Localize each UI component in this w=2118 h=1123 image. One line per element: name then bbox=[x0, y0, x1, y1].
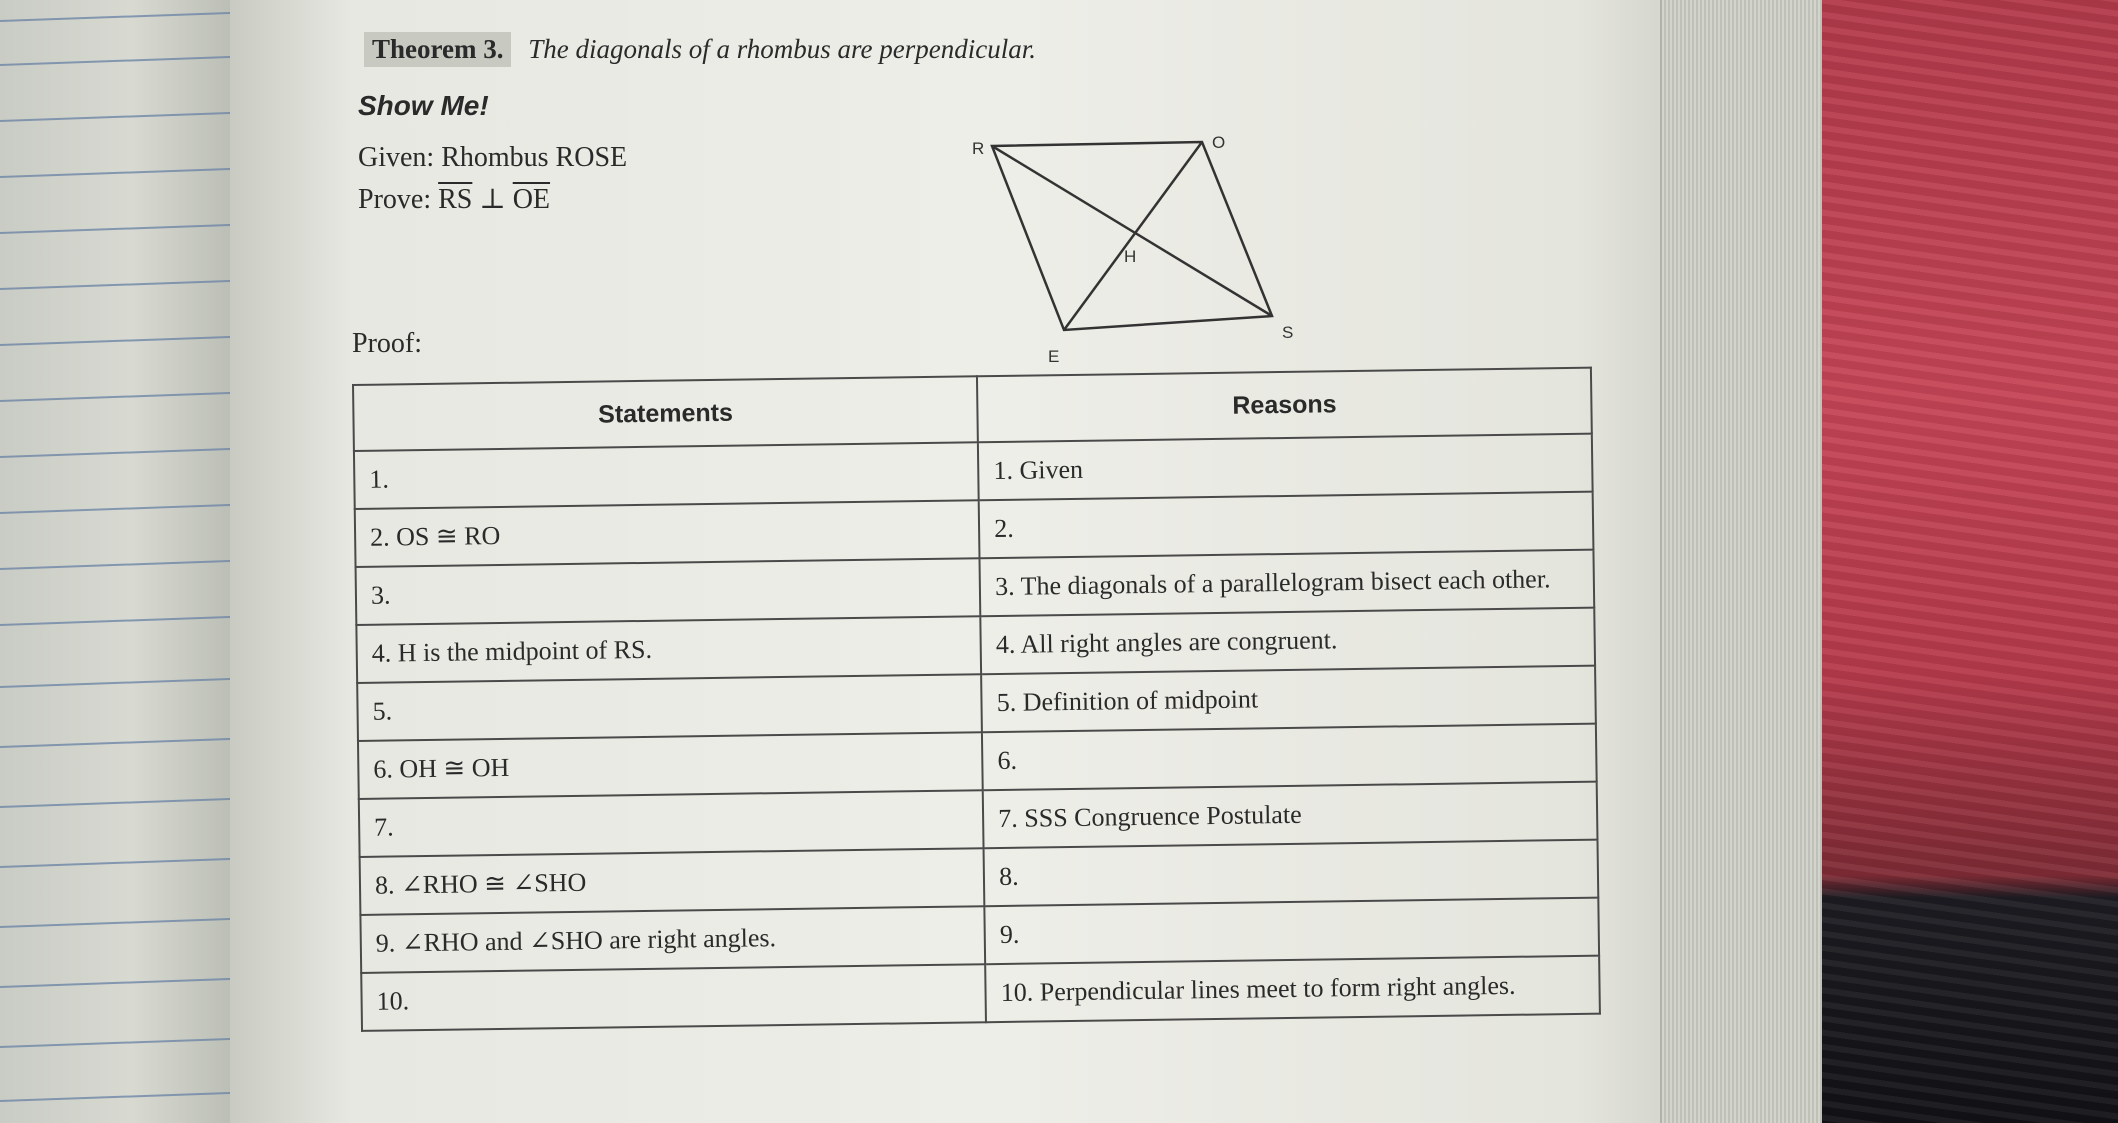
proof-table bbox=[352, 367, 1601, 1032]
vertex-label-r: R bbox=[972, 139, 985, 158]
statements-header: Statements bbox=[353, 376, 978, 451]
diagonal-rs bbox=[992, 146, 1272, 316]
reasons-header: Reasons bbox=[977, 368, 1592, 443]
show-me-heading: Show Me! bbox=[358, 90, 489, 121]
reason-cell: 9. bbox=[985, 898, 1600, 965]
page-content bbox=[352, 28, 1652, 1123]
reason-cell: 7. SSS Congruence Postulate bbox=[983, 782, 1598, 849]
statement-cell: 2. OS ≅ RO bbox=[355, 500, 980, 567]
vertex-label-s: S bbox=[1282, 323, 1294, 342]
page-edges bbox=[1660, 0, 1822, 1123]
diagonal-oe bbox=[1064, 142, 1202, 330]
reason-cell: 3. The diagonals of a parallelogram bisect each other. bbox=[980, 550, 1595, 617]
rhombus-diagram bbox=[912, 98, 1332, 378]
vertex-label-o: O bbox=[1212, 133, 1226, 152]
vertex-label-e: E bbox=[1048, 347, 1060, 366]
statement-cell: 5. bbox=[357, 674, 982, 741]
given-statement: Given: Rhombus ROSE bbox=[358, 142, 628, 173]
theorem-heading bbox=[364, 32, 1036, 67]
reason-cell: 10. Perpendicular lines meet to form right angles. bbox=[985, 956, 1600, 1023]
prove-statement bbox=[358, 182, 550, 216]
reason-cell: 4. All right angles are congruent. bbox=[980, 608, 1595, 675]
theorem-text: The diagonals of a rhombus are perpendicular. bbox=[528, 34, 1036, 64]
perpendicular-symbol: ⊥ bbox=[479, 184, 513, 215]
statement-cell: 4. H is the midpoint of RS. bbox=[356, 616, 981, 683]
statement-cell: 1. bbox=[354, 442, 979, 509]
reason-cell: 1. Given bbox=[978, 434, 1593, 501]
proof-label: Proof: bbox=[352, 328, 422, 359]
notebook-background bbox=[0, 0, 240, 1123]
statement-cell: 10. bbox=[361, 964, 986, 1031]
reason-cell: 8. bbox=[984, 840, 1599, 907]
statement-cell: 3. bbox=[356, 558, 981, 625]
statement-cell: 8. ∠RHO ≅ ∠SHO bbox=[360, 848, 985, 915]
prove-prefix: Prove: bbox=[358, 184, 439, 215]
reason-cell: 6. bbox=[982, 724, 1597, 791]
reason-cell: 2. bbox=[979, 492, 1594, 559]
point-label-h: H bbox=[1124, 247, 1137, 266]
statement-cell: 9. ∠RHO and ∠SHO are right angles. bbox=[360, 906, 985, 973]
theorem-label: Theorem 3. bbox=[364, 32, 511, 67]
statement-cell: 7. bbox=[359, 790, 984, 857]
segment-rs: RS bbox=[438, 184, 473, 215]
reason-cell: 5. Definition of midpoint bbox=[981, 666, 1596, 733]
statement-cell: 6. OH ≅ OH bbox=[358, 732, 983, 799]
segment-oe: OE bbox=[512, 184, 551, 215]
